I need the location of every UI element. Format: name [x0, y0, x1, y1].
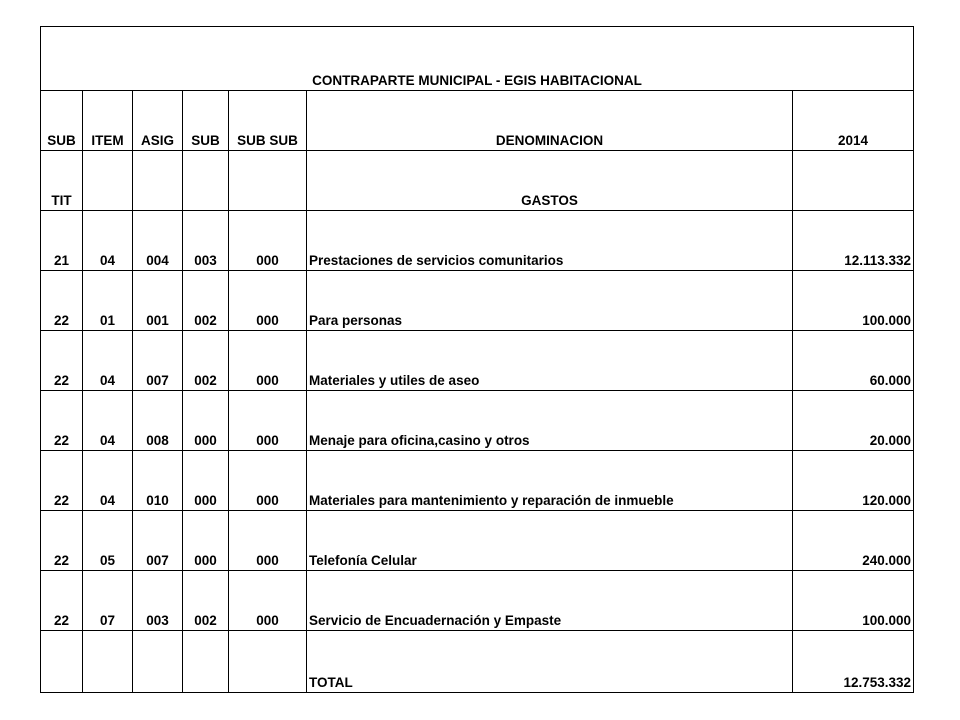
cell-amount: 12.113.332: [793, 211, 914, 271]
cell-denominacion: Materiales y utiles de aseo: [307, 331, 793, 391]
table-row: [41, 331, 914, 391]
cell-asig: 007: [133, 511, 183, 571]
table-row: [41, 211, 914, 271]
cell-sub-2: 000: [183, 451, 229, 511]
table-body: [41, 27, 914, 693]
cell-asig: 004: [133, 211, 183, 271]
cell-sub: 22: [41, 271, 83, 331]
cell-sub-2: 002: [183, 271, 229, 331]
cell-sub-2: 002: [183, 331, 229, 391]
cell-denominacion: Materiales para mantenimiento y reparación de inmueble: [307, 451, 793, 511]
tit-row: [41, 151, 914, 211]
table-row: [41, 511, 914, 571]
cell-item: 07: [83, 571, 133, 631]
empty-cell: [83, 631, 133, 693]
header-sub-sub: SUB SUB: [229, 91, 307, 151]
table-row: [41, 451, 914, 511]
header-year: 2014: [793, 91, 914, 151]
empty-cell: [133, 631, 183, 693]
table-row: [41, 571, 914, 631]
cell-sub-sub: 000: [229, 451, 307, 511]
cell-sub: 22: [41, 511, 83, 571]
empty-cell: [183, 631, 229, 693]
cell-amount: 120.000: [793, 451, 914, 511]
cell-asig: 007: [133, 331, 183, 391]
cell-sub-sub: 000: [229, 571, 307, 631]
header-denominacion: DENOMINACION: [307, 91, 793, 151]
gastos-label: GASTOS: [307, 151, 793, 211]
cell-asig: 001: [133, 271, 183, 331]
header-item: ITEM: [83, 91, 133, 151]
cell-item: 01: [83, 271, 133, 331]
cell-item: 04: [83, 391, 133, 451]
empty-cell: [229, 631, 307, 693]
cell-sub: 22: [41, 451, 83, 511]
header-row: [41, 91, 914, 151]
total-row: [41, 631, 914, 693]
cell-amount: 100.000: [793, 271, 914, 331]
cell-denominacion: Para personas: [307, 271, 793, 331]
total-label: TOTAL: [307, 631, 793, 693]
cell-sub: 21: [41, 211, 83, 271]
empty-cell: [793, 151, 914, 211]
table-row: [41, 391, 914, 451]
empty-cell: [133, 151, 183, 211]
cell-item: 04: [83, 211, 133, 271]
cell-sub-sub: 000: [229, 511, 307, 571]
cell-item: 04: [83, 451, 133, 511]
cell-asig: 008: [133, 391, 183, 451]
cell-sub-2: 000: [183, 391, 229, 451]
tit-label: TIT: [41, 151, 83, 211]
empty-cell: [41, 631, 83, 693]
cell-sub-2: 000: [183, 511, 229, 571]
cell-amount: 20.000: [793, 391, 914, 451]
cell-amount: 60.000: [793, 331, 914, 391]
cell-sub-sub: 000: [229, 331, 307, 391]
cell-sub-sub: 000: [229, 211, 307, 271]
cell-denominacion: Menaje para oficina,casino y otros: [307, 391, 793, 451]
cell-denominacion: Prestaciones de servicios comunitarios: [307, 211, 793, 271]
cell-asig: 003: [133, 571, 183, 631]
table-row: [41, 271, 914, 331]
header-sub: SUB: [41, 91, 83, 151]
empty-cell: [83, 151, 133, 211]
table-title: CONTRAPARTE MUNICIPAL - EGIS HABITACIONAL: [41, 27, 914, 91]
header-asig: ASIG: [133, 91, 183, 151]
cell-denominacion: Servicio de Encuadernación y Empaste: [307, 571, 793, 631]
cell-sub-sub: 000: [229, 391, 307, 451]
cell-sub-2: 003: [183, 211, 229, 271]
cell-sub-2: 002: [183, 571, 229, 631]
cell-sub-sub: 000: [229, 271, 307, 331]
budget-table: [40, 26, 914, 693]
empty-cell: [183, 151, 229, 211]
title-row: [41, 27, 914, 91]
cell-amount: 240.000: [793, 511, 914, 571]
cell-asig: 010: [133, 451, 183, 511]
cell-amount: 100.000: [793, 571, 914, 631]
cell-sub: 22: [41, 571, 83, 631]
total-amount: 12.753.332: [793, 631, 914, 693]
cell-item: 04: [83, 331, 133, 391]
header-sub-2: SUB: [183, 91, 229, 151]
cell-sub: 22: [41, 391, 83, 451]
cell-denominacion: Telefonía Celular: [307, 511, 793, 571]
empty-cell: [229, 151, 307, 211]
cell-item: 05: [83, 511, 133, 571]
cell-sub: 22: [41, 331, 83, 391]
